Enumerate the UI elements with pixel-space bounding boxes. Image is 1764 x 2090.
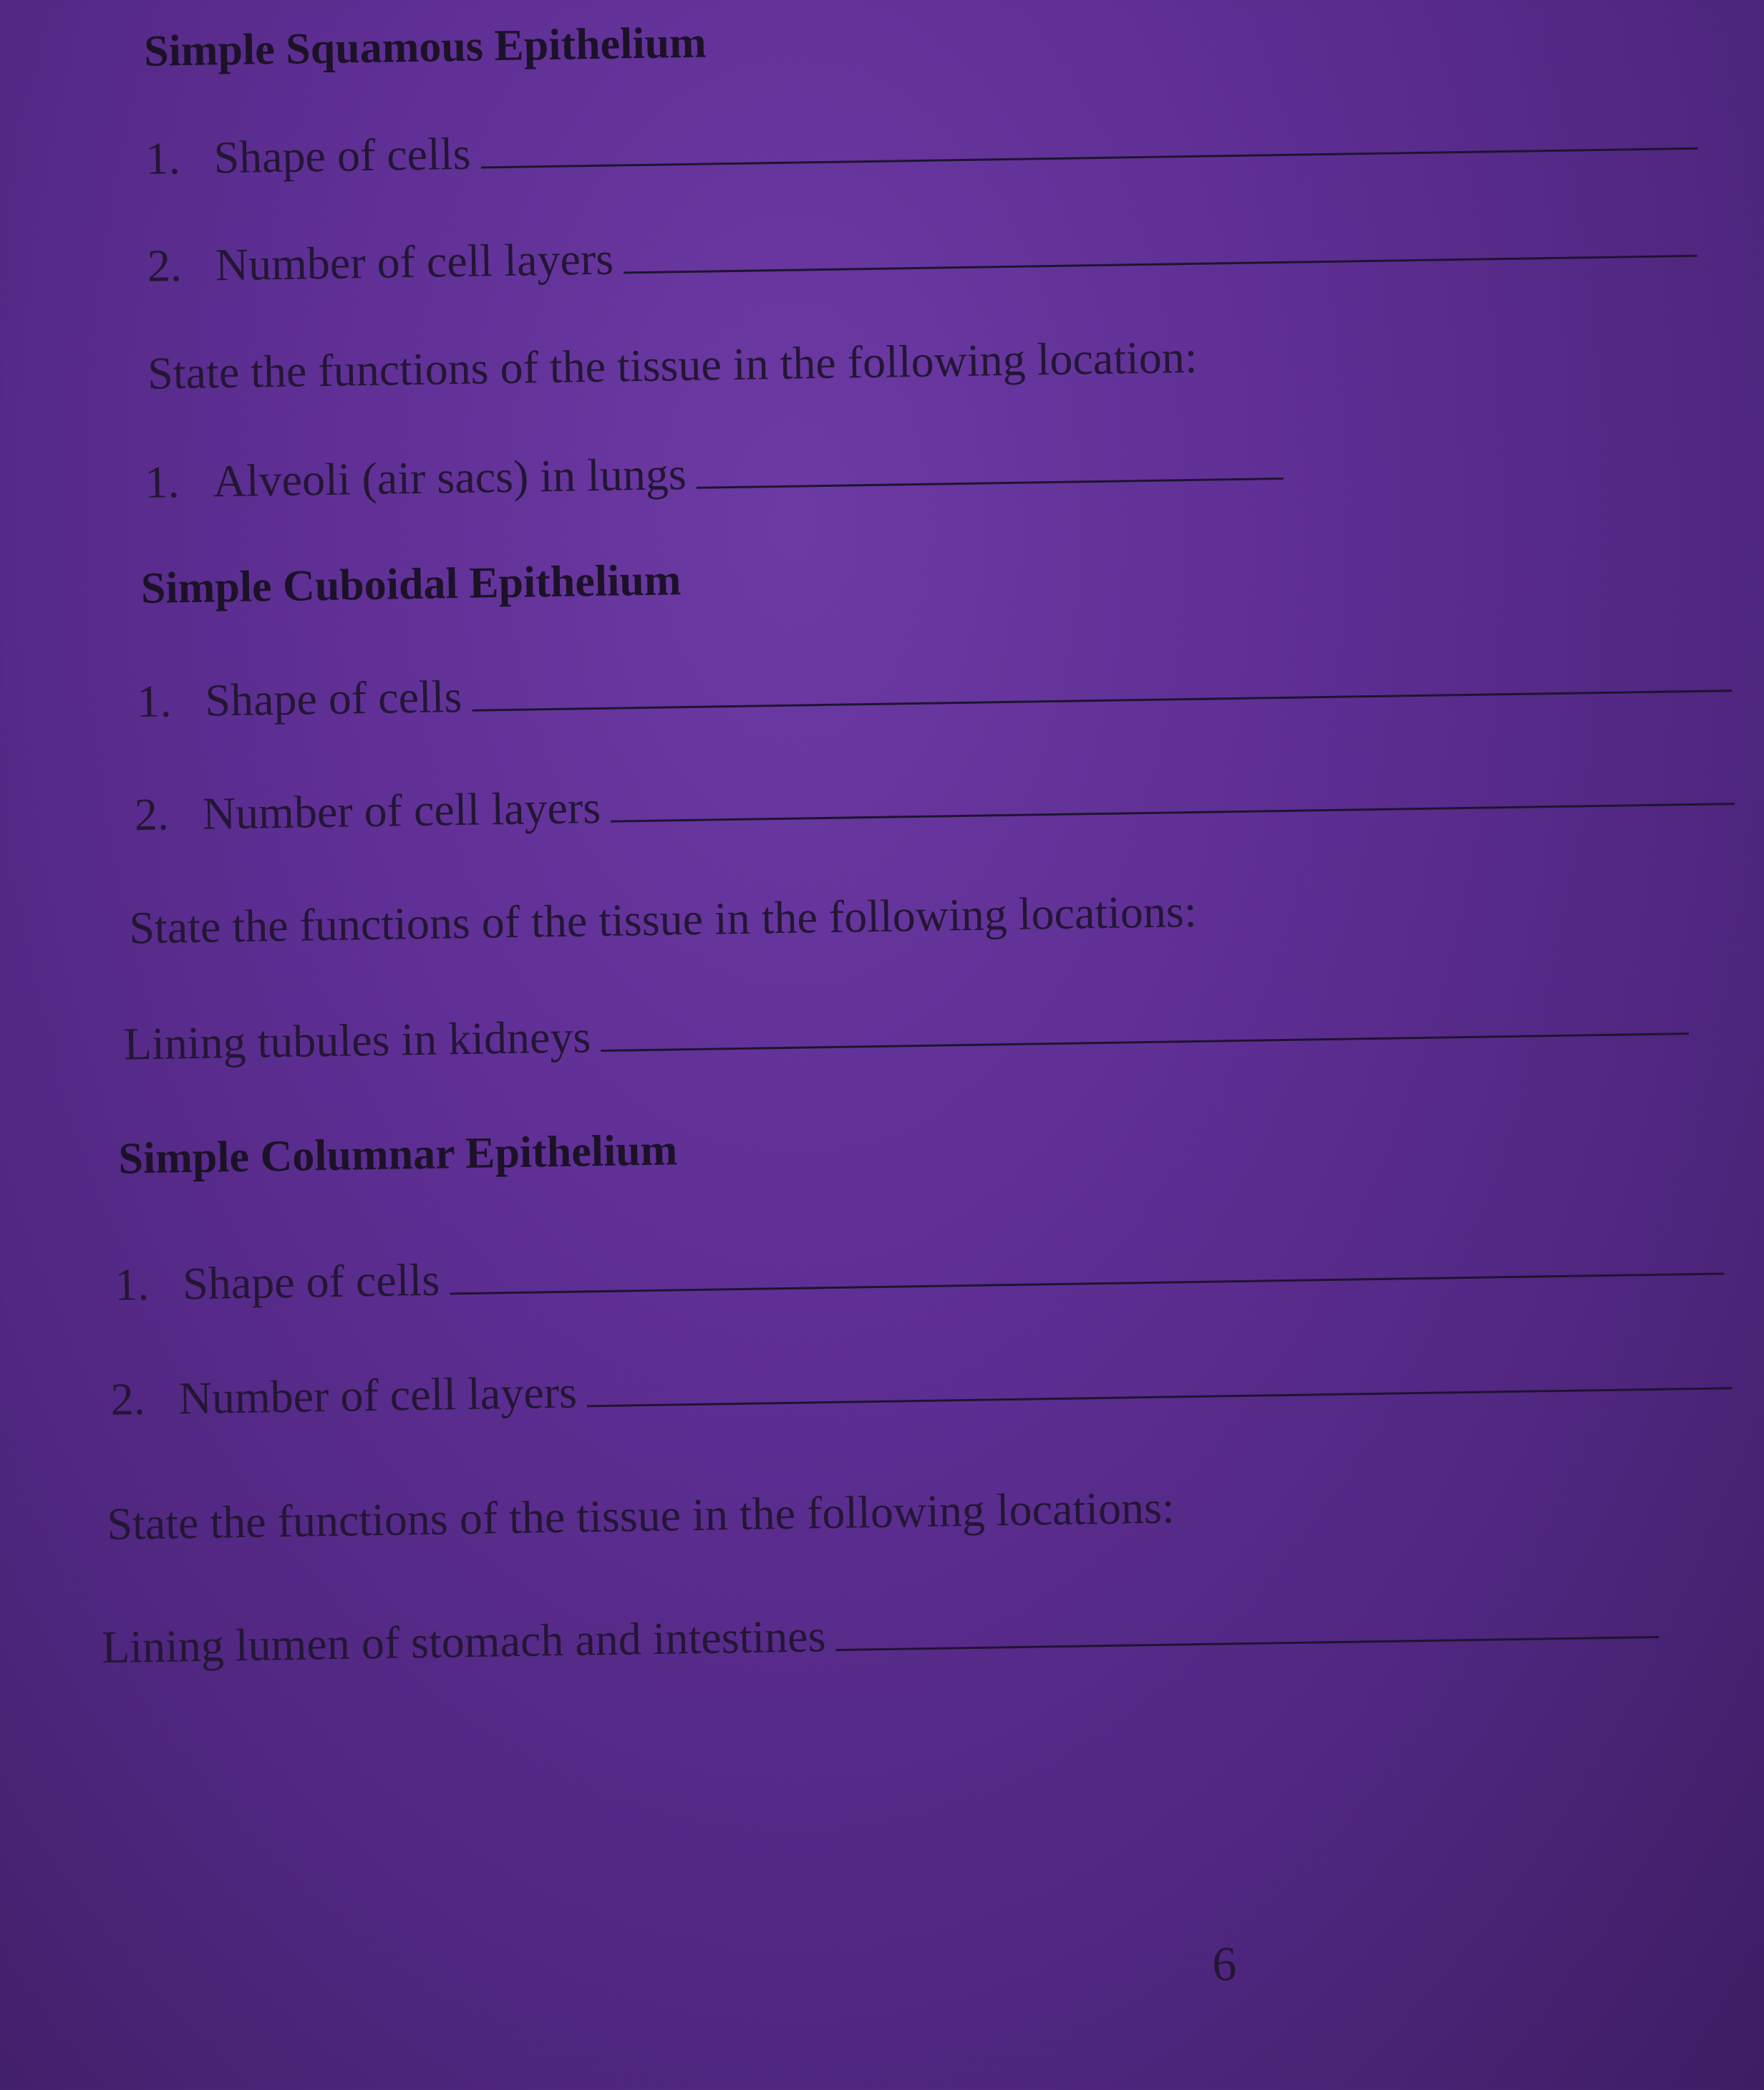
section-title-squamous: Simple Squamous Epithelium <box>143 18 707 76</box>
section-title-columnar: Simple Columnar Epithelium <box>117 1126 678 1184</box>
answer-blank[interactable] <box>836 1635 1659 1651</box>
item-label: Shape of cells <box>182 1254 440 1310</box>
answer-blank[interactable] <box>450 1272 1724 1295</box>
item-label: Number of cell layers <box>215 233 614 291</box>
item-number: 1. <box>136 675 172 727</box>
location-label: Lining lumen of stomach and intestines <box>101 1610 826 1673</box>
cuboidal-layers-row <box>134 763 1735 841</box>
cuboidal-shape-row <box>137 650 1732 728</box>
item-number: 2. <box>147 240 183 291</box>
squamous-layers-row <box>147 216 1697 293</box>
item-label: Shape of cells <box>213 127 472 183</box>
item-number: 2. <box>110 1373 146 1425</box>
location-label: Alveoli (air sacs) in lungs <box>213 448 687 507</box>
cuboidal-location-row <box>123 993 1689 1070</box>
answer-blank[interactable] <box>472 689 1732 712</box>
columnar-shape-row <box>115 1233 1725 1311</box>
item-number: 1. <box>145 132 181 184</box>
answer-blank[interactable] <box>611 802 1735 823</box>
item-number: 1. <box>145 456 180 508</box>
answer-blank[interactable] <box>481 147 1698 169</box>
answer-blank[interactable] <box>624 254 1697 274</box>
page-number: 6 <box>1211 1936 1237 1991</box>
squamous-location-row <box>145 438 1284 509</box>
columnar-layers-row <box>110 1348 1732 1426</box>
answer-blank[interactable] <box>697 477 1284 489</box>
item-label: Shape of cells <box>204 670 462 726</box>
location-label: Lining tubules in kidneys <box>123 1011 591 1070</box>
columnar-functions-prompt: State the functions of the tissue in the following locations: <box>106 1481 1176 1549</box>
item-label: Number of cell layers <box>202 781 601 839</box>
item-number: 2. <box>134 788 170 841</box>
item-label: Number of cell layers <box>178 1366 578 1424</box>
item-number: 1. <box>114 1258 150 1310</box>
squamous-shape-row <box>145 108 1698 185</box>
section-title-cuboidal: Simple Cuboidal Epithelium <box>140 556 682 614</box>
columnar-location-row <box>102 1597 1659 1674</box>
cuboidal-functions-prompt: State the functions of the tissue in the following locations: <box>128 885 1198 954</box>
squamous-functions-prompt: State the functions of the tissue in the following location: <box>147 331 1198 399</box>
answer-blank[interactable] <box>601 1032 1690 1052</box>
answer-blank[interactable] <box>587 1386 1732 1407</box>
